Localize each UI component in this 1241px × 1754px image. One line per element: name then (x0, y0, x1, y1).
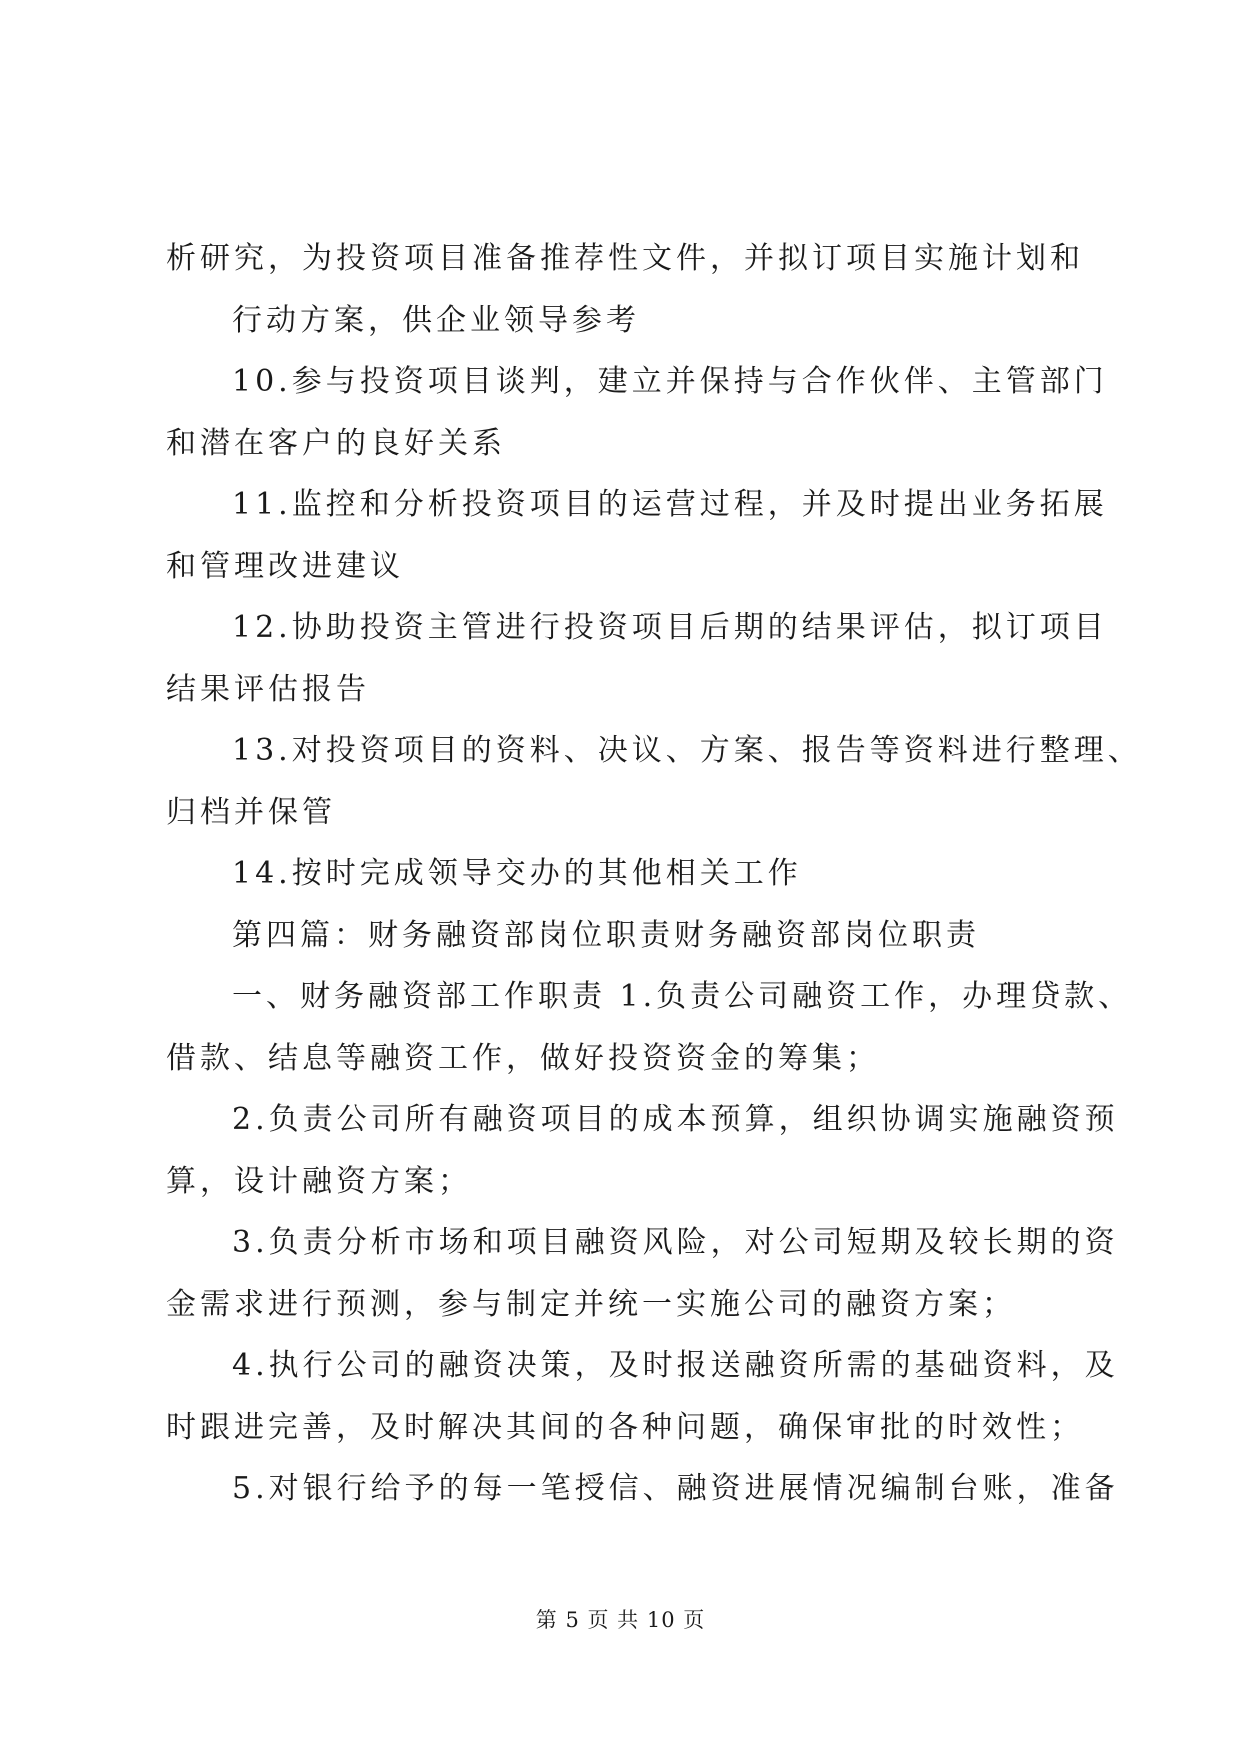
text-line: 5.对银行给予的每一笔授信、融资进展情况编制台账，准备 (232, 1471, 1119, 1506)
text-line: 10.参与投资项目谈判，建立并保持与合作伙伴、主管部门 (232, 364, 1108, 399)
text-line: 和潜在客户的良好关系 (166, 425, 506, 461)
page-footer: 第 5 页 共 10 页 (535, 1608, 706, 1632)
text-line: 时跟进完善，及时解决其间的各种问题，确保审批的时效性； (166, 1409, 1084, 1445)
text-line: 2.负责公司所有融资项目的成本预算，组织协调实施融资预 (232, 1102, 1119, 1137)
text-line: 12.协助投资主管进行投资项目后期的结果评估，拟订项目 (232, 610, 1108, 645)
text-line: 行动方案，供企业领导参考 (232, 302, 640, 338)
text-line: 归档并保管 (166, 794, 336, 830)
text-line: 14.按时完成领导交办的其他相关工作 (232, 856, 802, 891)
text-line: 13.对投资项目的资料、决议、方案、报告等资料进行整理、 (232, 733, 1142, 768)
text-line: 4.执行公司的融资决策，及时报送融资所需的基础资料，及 (232, 1348, 1119, 1383)
text-line: 析研究，为投资项目准备推荐性文件，并拟订项目实施计划和 (166, 241, 1084, 276)
text-line: 一、财务融资部工作职责 1.负责公司融资工作，办理贷款、 (232, 979, 1133, 1014)
text-line: 3.负责分析市场和项目融资风险，对公司短期及较长期的资 (232, 1225, 1119, 1260)
text-line: 第四篇：财务融资部岗位职责财务融资部岗位职责 (232, 917, 980, 953)
text-line: 结果评估报告 (166, 671, 370, 707)
text-line: 算，设计融资方案； (166, 1163, 472, 1199)
text-line: 11.监控和分析投资项目的运营过程，并及时提出业务拓展 (232, 487, 1108, 522)
document-body (166, 228, 1142, 1520)
text-line: 和管理改进建议 (166, 548, 404, 584)
text-line: 借款、结息等融资工作，做好投资资金的筹集； (166, 1040, 880, 1076)
text-line: 金需求进行预测，参与制定并统一实施公司的融资方案； (166, 1286, 1016, 1322)
